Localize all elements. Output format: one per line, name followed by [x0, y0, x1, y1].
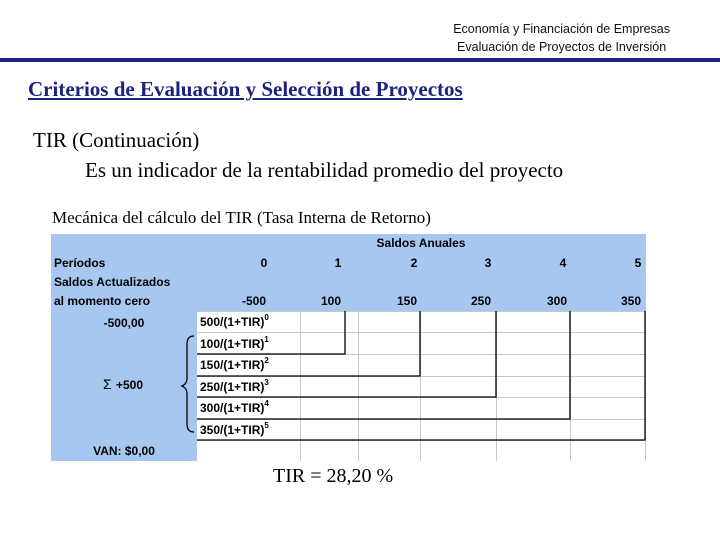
header-divider	[0, 58, 720, 62]
formula-5: $350/(1+TIR)^5$	[200, 421, 269, 437]
header-line-1: Economía y Financiación de Empresas	[453, 22, 670, 36]
period-3: 3	[484, 256, 492, 270]
formula-3: $250/(1+TIR)^3$	[200, 378, 269, 394]
value-1: 100	[320, 294, 342, 308]
tir-result: TIR = 28,20 %	[273, 465, 394, 487]
tir-table	[51, 234, 646, 461]
value-4: 300	[546, 294, 568, 308]
sum-symbol: Σ	[103, 376, 112, 392]
saldos-anuales-header: Saldos Anuales	[376, 236, 466, 250]
description: Es un indicador de la rentabilidad promedio del proyecto	[85, 158, 564, 182]
sum-value: +500	[116, 378, 144, 392]
header-line-2: Evaluación de Proyectos de Inversión	[457, 40, 667, 54]
period-0: 0	[260, 256, 268, 270]
formula-1: $100/(1+TIR)^1$	[200, 335, 269, 351]
value-2: 150	[396, 294, 418, 308]
value-3: 250	[470, 294, 492, 308]
periodos-label: Períodos	[54, 256, 106, 270]
row-value: -500,00	[103, 316, 145, 330]
van-value: VAN: $0,00	[93, 444, 155, 458]
period-2: 2	[410, 256, 418, 270]
momento-cero-label: al momento cero	[54, 294, 151, 308]
value-0: -500	[241, 294, 267, 308]
formula-2: $150/(1+TIR)^2$	[200, 356, 269, 372]
slide-title: Criterios de Evaluación y Selección de Proyectos	[28, 77, 463, 101]
saldos-actualizados-label: Saldos Actualizados	[54, 275, 171, 289]
period-1: 1	[334, 256, 342, 270]
mechanics-caption: Mecánica del cálculo del TIR (Tasa Interna de Retorno)	[52, 208, 431, 227]
formula-4: $300/(1+TIR)^4$	[200, 399, 269, 415]
header	[453, 20, 670, 56]
formula-0: $500/(1+TIR)^0$	[200, 313, 269, 329]
value-5: 350	[620, 294, 642, 308]
period-4: 4	[559, 256, 567, 270]
subtitle: TIR (Continuación)	[33, 128, 200, 152]
period-5: 5	[634, 256, 642, 270]
